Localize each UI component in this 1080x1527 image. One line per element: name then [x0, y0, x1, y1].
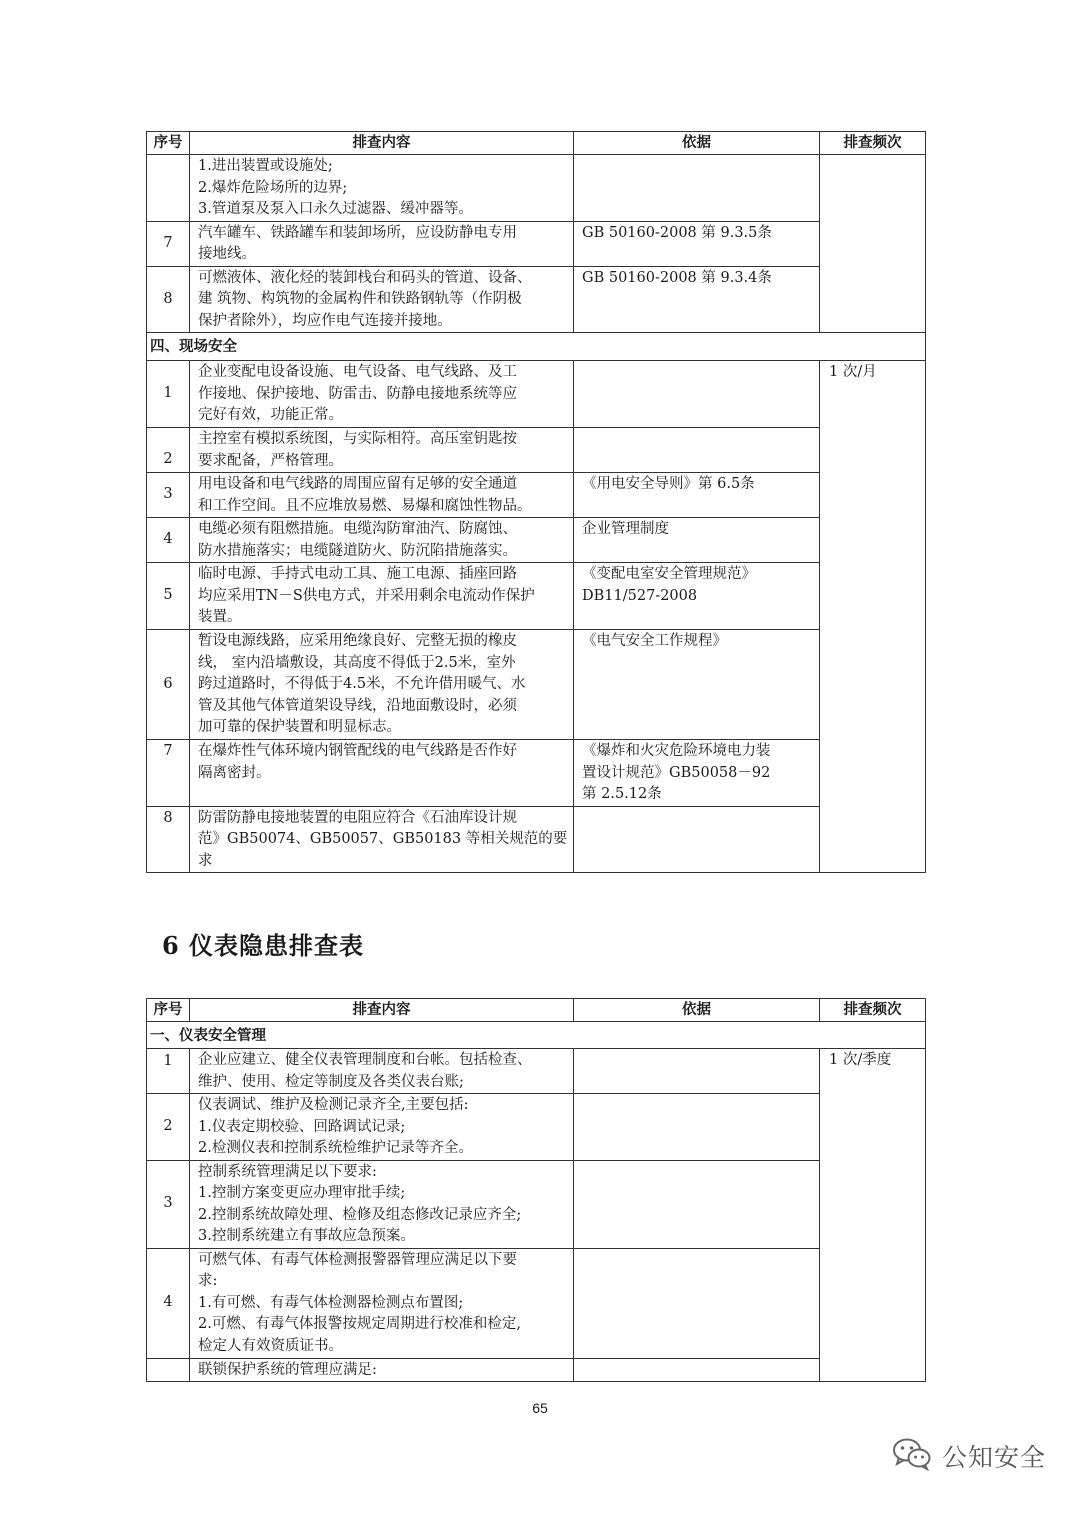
table-row: [147, 473, 926, 518]
table-row: [147, 1160, 926, 1248]
table-row: [147, 266, 926, 333]
row-basis: 《电气安全工作规程》: [574, 630, 820, 740]
row-number: 1: [147, 1049, 190, 1094]
instrument-checklist-table: [146, 998, 926, 1382]
row-number: 8: [147, 266, 190, 333]
row-basis: 《变配电室安全管理规范》 DB11/527-2008: [574, 563, 820, 630]
row-basis: GB 50160-2008 第 9.3.4条: [574, 266, 820, 333]
row-content: 可燃气体、有毒气体检测报警器管理应满足以下要 求: 1.有可燃、有毒气体检测器检测点布置图; 2.可燃、有毒气体报警按规定周期进行校准和检定, 检定人有效资质证书。: [190, 1248, 574, 1358]
row-content: 控制系统管理满足以下要求: 1.控制方案变更应办理审批手续; 2.控制系统故障处理、检修及组态修改记录应齐全; 3.控制系统建立有事故应急预案。: [190, 1160, 574, 1248]
row-content: 企业变配电设备设施、电气设备、电气线路、及工 作接地、保护接地、防雷击、防静电接地系统等应 完好有效，功能正常。: [190, 361, 574, 428]
header-content: 排查内容: [190, 999, 574, 1022]
row-number: 4: [147, 1248, 190, 1358]
row-basis: 《爆炸和火灾危险环境电力装 置设计规范》GB50058－92 第 2.5.12条: [574, 740, 820, 807]
section-row: [147, 333, 926, 361]
table-row: [147, 428, 926, 473]
table-row: [147, 221, 926, 266]
row-content: 临时电源、手持式电动工具、施工电源、插座回路 均应采用TN－S供电方式，并采用剩余电流动作保护 装置。: [190, 563, 574, 630]
table-row: [147, 518, 926, 563]
row-number: 8: [147, 806, 190, 873]
table-row: [147, 1358, 926, 1382]
table-row: [147, 1094, 926, 1161]
row-frequency: 1 次/季度: [820, 1049, 926, 1382]
row-number: 6: [147, 630, 190, 740]
row-content: 联锁保护系统的管理应满足:: [190, 1358, 574, 1382]
row-number: 7: [147, 740, 190, 807]
row-content: 仪表调试、维护及检测记录齐全,主要包括: 1.仪表定期校验、回路调试记录; 2.检测仪表和控制系统检维护记录等齐全。: [190, 1094, 574, 1161]
table-row: [147, 740, 926, 807]
row-number: 3: [147, 1160, 190, 1248]
row-basis: 企业管理制度: [574, 518, 820, 563]
row-number: 1: [147, 361, 190, 428]
row-content: 企业应建立、健全仪表管理制度和台帐。包括检查、 维护、使用、检定等制度及各类仪表台账;: [190, 1049, 574, 1094]
table-header-row: [147, 132, 926, 155]
table-row: [147, 1248, 926, 1358]
section-heading: 6 仪表隐患排查表: [162, 931, 365, 960]
header-content: 排查内容: [190, 132, 574, 155]
table-row: [147, 806, 926, 873]
row-number: 2: [147, 428, 190, 473]
watermark: [892, 1437, 1046, 1475]
row-content: 用电设备和电气线路的周围应留有足够的安全通道 和工作空间。且不应堆放易燃、易爆和腐蚀性物品。: [190, 473, 574, 518]
table-row: [147, 563, 926, 630]
header-frequency: 排查频次: [820, 999, 926, 1022]
table-header-row: [147, 999, 926, 1022]
header-frequency: 排查频次: [820, 132, 926, 155]
row-number: 7: [147, 221, 190, 266]
row-content: 电缆必须有阻燃措施。电缆沟防窜油汽、防腐蚀、 防水措施落实；电缆隧道防火、防沉陷措施落实。: [190, 518, 574, 563]
wechat-icon: [892, 1437, 932, 1475]
row-number: 4: [147, 518, 190, 563]
table-row: [147, 361, 926, 428]
page-number: 65: [532, 1400, 548, 1416]
table-row: [147, 155, 926, 222]
row-number: 3: [147, 473, 190, 518]
row-content: 汽车罐车、铁路罐车和装卸场所，应设防静电专用 接地线。: [190, 221, 574, 266]
table-row: [147, 1049, 926, 1094]
row-content: 1.进出装置或设施处; 2.爆炸危险场所的边界; 3.管道泵及泵入口永久过滤器、缓冲器等。: [190, 155, 574, 222]
header-basis: 依据: [574, 999, 820, 1022]
table-row: [147, 630, 926, 740]
row-content: 防雷防静电接地装置的电阻应符合《石油库设计规 范》GB50074、GB50057、GB50183 等相关规范的要 求: [190, 806, 574, 873]
row-content: 暂设电源线路，应采用绝缘良好、完整无损的橡皮 线， 室内沿墙敷设，其高度不得低于2.5米，室外 跨过道路时，不得低于4.5米，不允许借用暖气、水 管及其他气体管道架设导线，沿地面敷设时，必须 加可靠的保护装置和明显标志。: [190, 630, 574, 740]
row-number: [147, 1358, 190, 1382]
electrical-checklist-table: [146, 131, 926, 873]
row-content: 可燃液体、液化烃的装卸栈台和码头的管道、设备、 建 筑物、构筑物的金属构件和铁路钢轨等（作阴极 保护者除外），均应作电气连接并接地。: [190, 266, 574, 333]
row-frequency: 1 次/月: [820, 361, 926, 873]
section-row: [147, 1022, 926, 1049]
header-no: 序号: [147, 132, 190, 155]
section-title: 四、现场安全: [147, 333, 926, 361]
header-no: 序号: [147, 999, 190, 1022]
watermark-text: 公知安全: [942, 1443, 1047, 1472]
row-basis: GB 50160-2008 第 9.3.5条: [574, 221, 820, 266]
row-content: 在爆炸性气体环境内钢管配线的电气线路是否作好 隔离密封。: [190, 740, 574, 807]
row-basis: 《用电安全导则》第 6.5条: [574, 473, 820, 518]
header-basis: 依据: [574, 132, 820, 155]
row-number: 2: [147, 1094, 190, 1161]
row-number: 5: [147, 563, 190, 630]
row-content: 主控室有模拟系统图，与实际相符。高压室钥匙按 要求配备，严格管理。: [190, 428, 574, 473]
section-title: 一、仪表安全管理: [147, 1022, 926, 1049]
